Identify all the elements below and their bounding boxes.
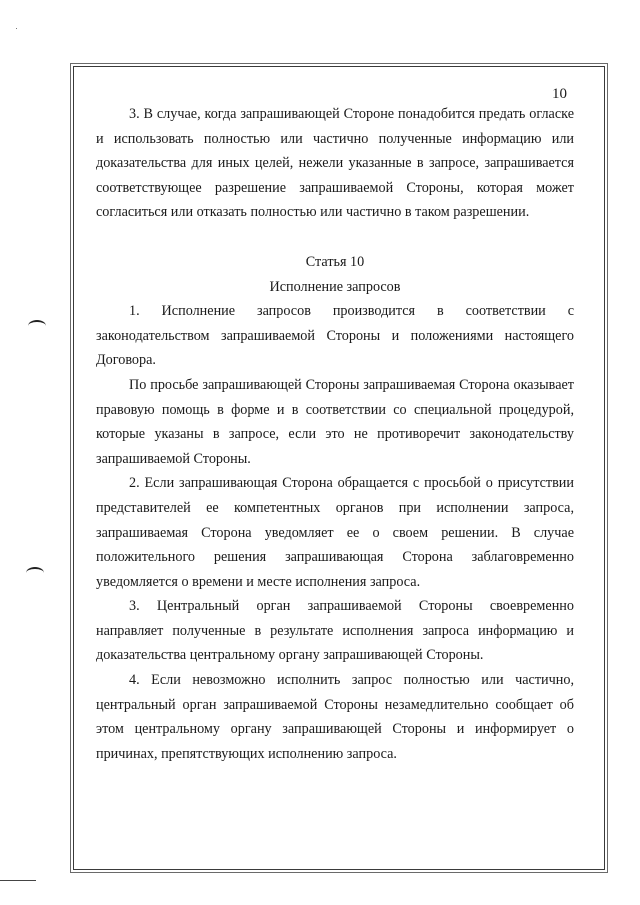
article-title: Исполнение запросов	[269, 278, 401, 295]
paragraph-item-2: 2. Если запрашивающая Сторона обращается с просьбой о присутствии представителей ее компетентных органов при исполнении запроса, запрашиваемая Сторона уведомляет ее о своем решении. В случае положительного решения запрашивающая Сторона заблаговременно уведомляется о времени и месте исполнения запроса.	[96, 475, 574, 590]
margin-mark	[26, 567, 44, 579]
document-body	[96, 102, 574, 766]
section-gap	[96, 225, 574, 250]
paragraph-item-3-central: 3. Центральный орган запрашиваемой Стороны своевременно направляет полученные в результате исполнения запроса информацию и доказательства центральному органу запрашивающей Стороны.	[96, 598, 574, 664]
paragraph-item-3: 3. В случае, когда запрашивающей Стороне понадобится предать огласке и использовать полностью или частично полученные информацию или доказательства для иных целей, нежели указанные в запросе, запрашивается соответствующее разрешение запрашиваемой Стороны, которая может согласиться или отказать полностью или частично в таком разрешении.	[96, 106, 574, 221]
page-number: 10	[552, 86, 567, 102]
scan-edge-line	[0, 880, 36, 881]
scan-speck	[16, 28, 17, 29]
article-heading: Статья 10	[305, 253, 365, 270]
paragraph-special-procedure: По просьбе запрашивающей Стороны запрашиваемая Сторона оказывает правовую помощь в форме и в соответствии со специальной процедурой, которые указаны в запросе, если это не противоречит законодательству запрашиваемой Стороны.	[96, 376, 574, 467]
paragraph-item-4: 4. Если невозможно исполнить запрос полностью или частично, центральный орган запрашиваемой Стороны незамедлительно сообщает об этом центральному органу запрашивающей Стороны и информирует о причинах, препятствующих исполнению запроса.	[96, 672, 574, 762]
margin-mark	[28, 320, 46, 332]
paragraph-item-1: 1. Исполнение запросов производится в соответствии с законодательством запрашиваемой Стороны и положениями настоящего Договора.	[96, 303, 574, 369]
